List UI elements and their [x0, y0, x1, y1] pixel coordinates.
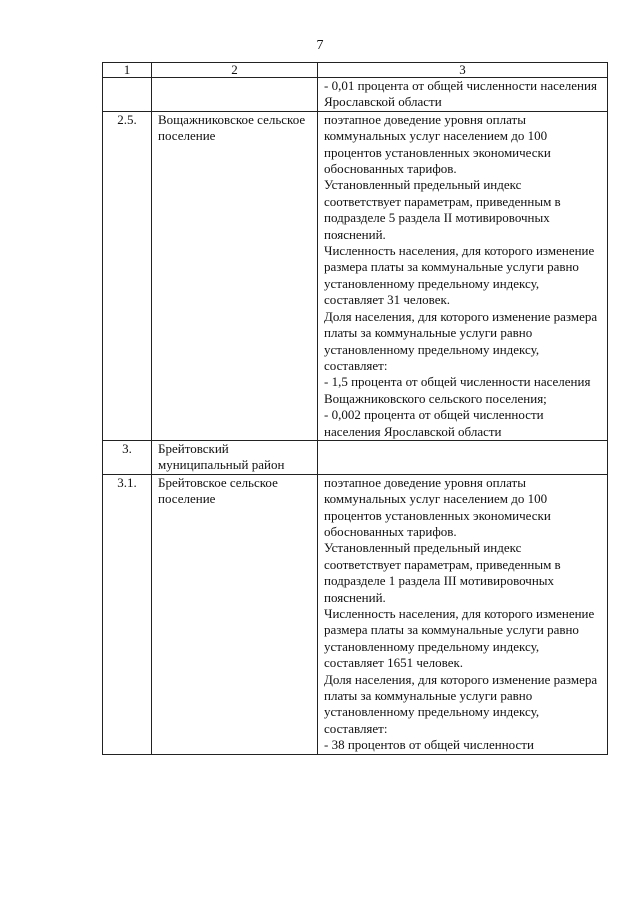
description-paragraph: Численность населения, для которого изменение размера платы за коммунальные услуги равно установленному предельному индексу, составляет 31 человек. — [324, 243, 595, 308]
tariff-table — [102, 62, 608, 755]
page-number: 7 — [316, 38, 324, 53]
row-description — [318, 78, 608, 112]
row-number — [103, 78, 152, 112]
description-paragraph: Установленный предельный индекс соответствует параметрам, приведенным в подразделе 5 раздела II мотивировочных пояснений. — [324, 177, 561, 242]
row-description — [318, 111, 608, 440]
description-paragraph: - 0,002 процента от общей численности населения Ярославской области — [324, 407, 544, 439]
table-header-row — [103, 63, 608, 78]
description-paragraph: - 38 процентов от общей численности — [324, 737, 534, 753]
row-number: 3.1. — [103, 474, 152, 754]
description-paragraph: Численность населения, для которого изменение размера платы за коммунальные услуги равно установленному предельному индексу, составляет 1651 человек. — [324, 606, 595, 671]
row-name: Вощажниковское сельское поселение — [152, 111, 318, 440]
description-paragraph: Установленный предельный индекс соответствует параметрам, приведенным в подразделе 1 раздела III мотивировочных пояснений. — [324, 540, 561, 605]
description-paragraph: поэтапное доведение уровня оплаты коммунальных услуг населением до 100 процентов установленных экономически обоснованных тарифов. — [324, 474, 551, 539]
row-number: 2.5. — [103, 111, 152, 440]
row-name — [152, 78, 318, 112]
table-row — [103, 111, 608, 440]
column-header-2: 2 — [152, 63, 318, 78]
row-name: Брейтовское сельское поселение — [152, 474, 318, 754]
row-number: 3. — [103, 440, 152, 474]
table-row — [103, 440, 608, 474]
row-description — [318, 440, 608, 474]
description-paragraph: - 1,5 процента от общей численности населения Вощажниковского сельского поселения; — [324, 374, 591, 406]
table-row — [103, 78, 608, 112]
column-header-3: 3 — [318, 63, 608, 78]
description-paragraph: поэтапное доведение уровня оплаты коммунальных услуг населением до 100 процентов установленных экономически обоснованных тарифов. — [324, 111, 551, 177]
row-name: Брейтовский муниципальный район — [152, 440, 318, 474]
description-paragraph: Доля населения, для которого изменение размера платы за коммунальные услуги равно установленному предельному индексу, составляет: — [324, 308, 598, 373]
description-paragraph: - 0,01 процента от общей численности населения Ярославской области — [324, 78, 597, 110]
column-header-1: 1 — [103, 63, 152, 78]
table-row — [103, 474, 608, 754]
description-paragraph: Доля населения, для которого изменение размера платы за коммунальные услуги равно установленному предельному индексу, составляет: — [324, 671, 598, 736]
row-description — [318, 474, 608, 754]
